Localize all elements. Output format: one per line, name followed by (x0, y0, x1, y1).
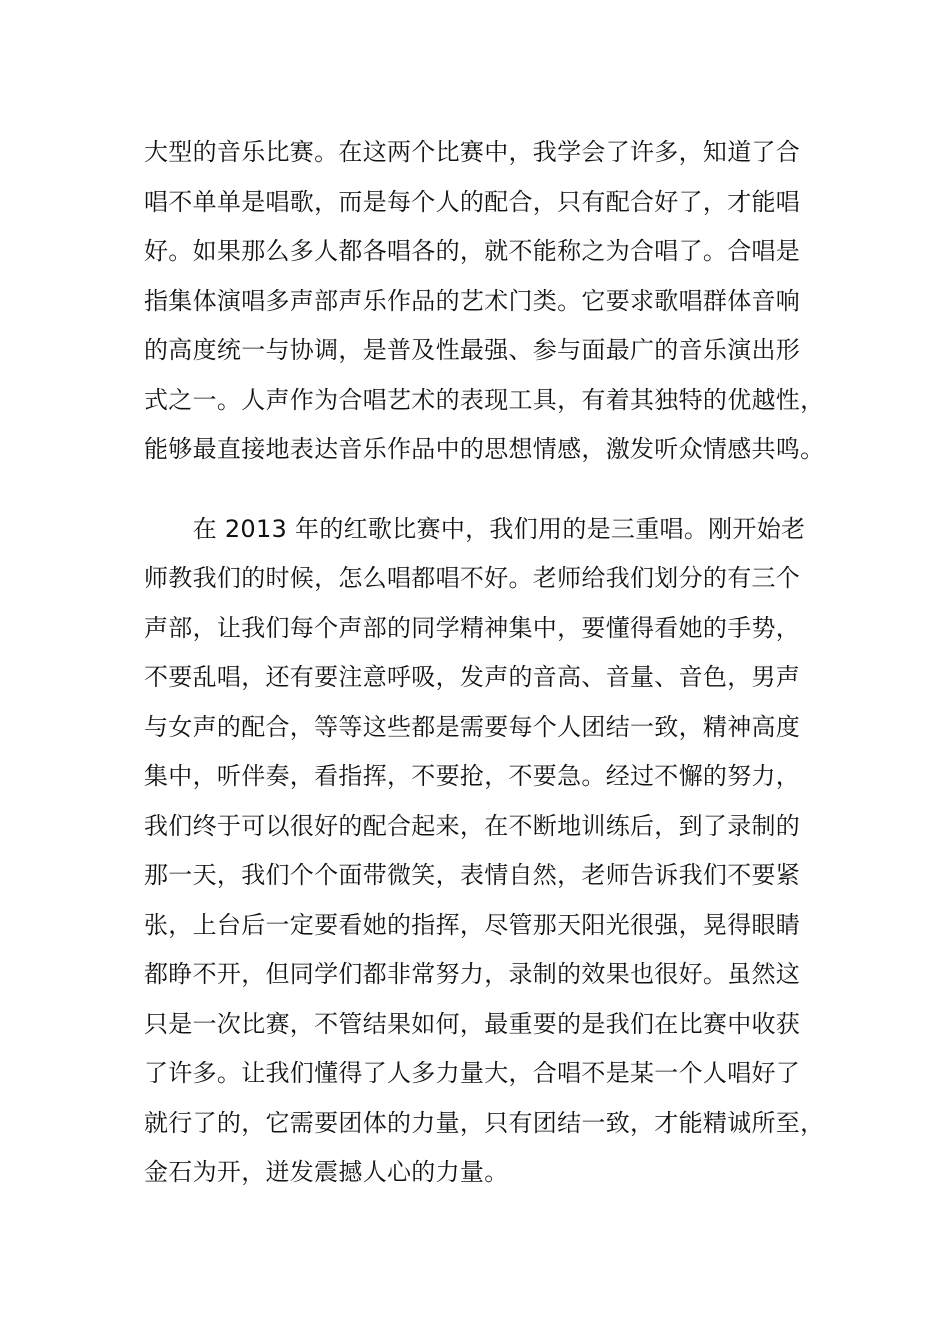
text-line: 张，上台后一定要看她的指挥，尽管那天阳光很强，晃得眼睛 (144, 910, 801, 939)
text-line: 唱不单单是唱歌，而是每个人的配合，只有配合好了，才能唱 (144, 187, 801, 216)
text-line: 在 2013 年的红歌比赛中，我们用的是三重唱。刚开始老 (144, 514, 806, 543)
document-page (144, 128, 824, 1198)
text-line: 声部，让我们每个声部的同学精神集中，要懂得看她的手势， (144, 613, 801, 642)
paragraph-2 (144, 505, 824, 1198)
paragraph-spacer (144, 475, 824, 505)
text-line: 与女声的配合，等等这些都是需要每个人团结一致，精神高度 (144, 712, 801, 741)
text-line: 了许多。让我们懂得了人多力量大，合唱不是某一个人唱好了 (144, 1059, 801, 1087)
text-line: 师教我们的时候，怎么唱都唱不好。老师给我们划分的有三个 (144, 564, 801, 592)
text-line: 集中，听伴奏，看指挥，不要抢，不要急。经过不懈的努力， (144, 762, 801, 790)
text-line: 好。如果那么多人都各唱各的，就不能称之为合唱了。合唱是 (144, 237, 801, 265)
text-line: 只是一次比赛，不管结果如何，最重要的是我们在比赛中收获 (144, 1009, 801, 1038)
text-line: 大型的音乐比赛。在这两个比赛中，我学会了许多，知道了合 (144, 138, 801, 166)
text-line: 就行了的，它需要团体的力量，只有团结一致，才能精诚所至， (144, 1108, 825, 1137)
text-line: 那一天，我们个个面带微笑，表情自然，老师告诉我们不要紧 (144, 861, 801, 889)
text-line: 的高度统一与协调，是普及性最强、参与面最广的音乐演出形 (144, 336, 801, 364)
text-line: 我们终于可以很好的配合起来，在不断地训练后，到了录制的 (144, 811, 801, 840)
text-line: 不要乱唱，还有要注意呼吸，发声的音高、音量、音色，男声 (144, 663, 801, 691)
text-line: 式之一。人声作为合唱艺术的表现工具，有着其独特的优越性， (144, 385, 825, 414)
text-line: 金石为开，迸发震撼人心的力量。 (144, 1158, 509, 1186)
paragraph-1 (144, 128, 824, 475)
text-line: 指集体演唱多声部声乐作品的艺术门类。它要求歌唱群体音响 (144, 286, 801, 315)
text-line: 能够最直接地表达音乐作品中的思想情感，激发听众情感共鸣。 (144, 435, 825, 463)
text-line: 都睁不开，但同学们都非常努力，录制的效果也很好。虽然这 (144, 960, 801, 988)
